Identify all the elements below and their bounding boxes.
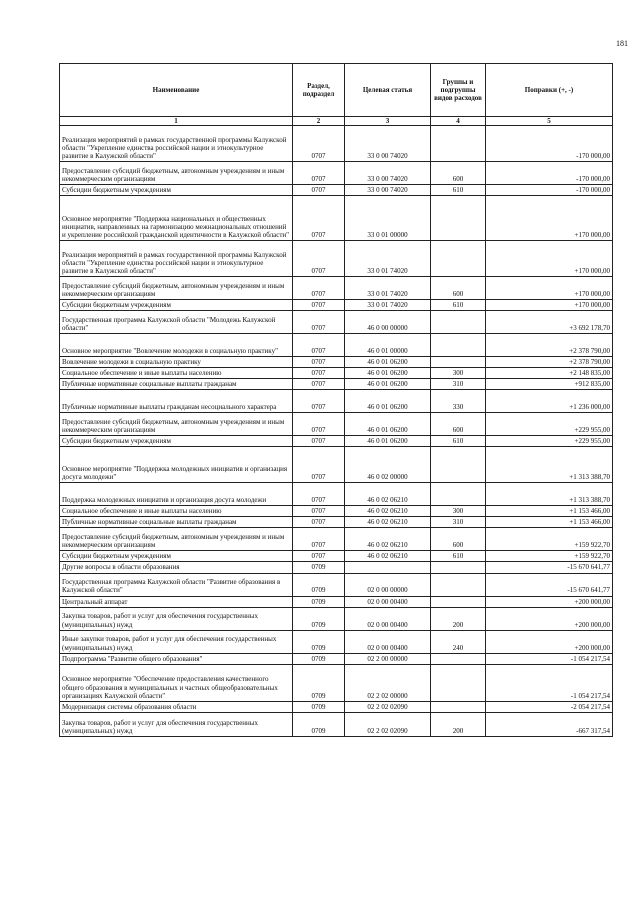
- row-expense-group: 600: [431, 277, 486, 300]
- row-target-item: 46 0 02 06210: [345, 517, 431, 528]
- table-row: [60, 436, 613, 447]
- row-amount: -1 054 217,54: [486, 653, 613, 664]
- row-section: 0707: [293, 506, 345, 517]
- row-amount: +229 955,00: [486, 413, 613, 436]
- row-name: Государственная программа Калужской области "Молодежь Калужской области": [60, 311, 293, 334]
- row-amount: +200 000,00: [486, 607, 613, 630]
- row-section: 0707: [293, 357, 345, 368]
- table-row: [60, 483, 613, 506]
- row-name: Основное мероприятие "Вовлечение молодежи в социальную практику": [60, 334, 293, 357]
- row-expense-group: [431, 196, 486, 241]
- table-row: [60, 241, 613, 277]
- table-row: [60, 447, 613, 483]
- row-section: 0707: [293, 126, 345, 162]
- row-amount: +229 955,00: [486, 436, 613, 447]
- row-name: Центральный аппарат: [60, 596, 293, 607]
- row-amount: +2 378 790,00: [486, 334, 613, 357]
- row-section: 0709: [293, 701, 345, 712]
- row-section: 0707: [293, 413, 345, 436]
- row-amount: +1 313 388,70: [486, 483, 613, 506]
- row-section: 0707: [293, 185, 345, 196]
- table-row: [60, 300, 613, 311]
- row-amount: -170 000,00: [486, 185, 613, 196]
- row-section: 0709: [293, 573, 345, 596]
- row-amount: +1 153 466,00: [486, 506, 613, 517]
- row-expense-group: [431, 447, 486, 483]
- row-expense-group: 300: [431, 368, 486, 379]
- column-number: 4: [431, 117, 486, 126]
- row-expense-group: 310: [431, 517, 486, 528]
- row-name: Публичные нормативные социальные выплаты гражданам: [60, 517, 293, 528]
- row-target-item: 02 0 00 00000: [345, 573, 431, 596]
- row-expense-group: [431, 241, 486, 277]
- row-name: Социальное обеспечение и иные выплаты населению: [60, 506, 293, 517]
- row-target-item: 46 0 01 06200: [345, 379, 431, 390]
- row-target-item: 46 0 00 00000: [345, 311, 431, 334]
- row-target-item: 02 2 00 00000: [345, 653, 431, 664]
- column-number: 3: [345, 117, 431, 126]
- row-amount: -15 670 641,77: [486, 573, 613, 596]
- row-target-item: 33 0 01 74020: [345, 277, 431, 300]
- table-row: [60, 379, 613, 390]
- row-amount: +170 000,00: [486, 241, 613, 277]
- table-row: [60, 517, 613, 528]
- header-group: Группы и подгруппы видов расходов: [431, 64, 486, 117]
- table-row: [60, 596, 613, 607]
- table-body: [60, 126, 613, 737]
- row-expense-group: [431, 653, 486, 664]
- row-target-item: 46 0 02 06210: [345, 528, 431, 551]
- row-section: 0707: [293, 483, 345, 506]
- header-row: [60, 64, 613, 117]
- row-name: Модернизация системы образования области: [60, 701, 293, 712]
- row-expense-group: [431, 334, 486, 357]
- budget-amendments-table: [59, 63, 613, 737]
- table-row: [60, 701, 613, 712]
- row-target-item: 02 2 02 00000: [345, 664, 431, 701]
- table-row: [60, 562, 613, 573]
- row-name: Вовлечение молодежи в социальную практику: [60, 357, 293, 368]
- row-expense-group: 200: [431, 607, 486, 630]
- column-number: 5: [486, 117, 613, 126]
- row-name: Закупка товаров, работ и услуг для обеспечения государственных (муниципальных) нужд: [60, 712, 293, 736]
- row-name: Публичные нормативные социальные выплаты гражданам: [60, 379, 293, 390]
- row-target-item: 46 0 02 06210: [345, 551, 431, 562]
- row-expense-group: [431, 596, 486, 607]
- row-name: Субсидии бюджетным учреждениям: [60, 300, 293, 311]
- row-target-item: 46 0 02 06210: [345, 483, 431, 506]
- row-section: 0709: [293, 712, 345, 736]
- header-target: Целевая статья: [345, 64, 431, 117]
- row-name: Реализация мероприятий в рамках государственной программы Калужской области "Укрепление единства российской нации и этнокультурное развитие в Калужской области": [60, 126, 293, 162]
- table-row: [60, 277, 613, 300]
- row-target-item: 46 0 01 06200: [345, 390, 431, 413]
- row-expense-group: 610: [431, 551, 486, 562]
- row-section: 0707: [293, 368, 345, 379]
- row-amount: -15 670 641,77: [486, 562, 613, 573]
- row-target-item: 02 2 02 02090: [345, 712, 431, 736]
- row-amount: +159 922,70: [486, 528, 613, 551]
- row-target-item: 33 0 01 74020: [345, 241, 431, 277]
- row-name: Субсидии бюджетным учреждениям: [60, 436, 293, 447]
- table-row: [60, 664, 613, 701]
- row-name: Другие вопросы в области образования: [60, 562, 293, 573]
- table-row: [60, 506, 613, 517]
- row-name: Предоставление субсидий бюджетным, автономным учреждениям и иным некоммерческим организациям: [60, 528, 293, 551]
- column-number: 2: [293, 117, 345, 126]
- row-name: Субсидии бюджетным учреждениям: [60, 551, 293, 562]
- table-row: [60, 607, 613, 630]
- row-target-item: 02 0 00 00400: [345, 596, 431, 607]
- row-name: Государственная программа Калужской области "Развитие образования в Калужской области": [60, 573, 293, 596]
- header-section: Раздел, подраздел: [293, 64, 345, 117]
- row-name: Иные закупки товаров, работ и услуг для обеспечения государственных (муниципальных) нужд: [60, 630, 293, 653]
- table-row: [60, 551, 613, 562]
- row-amount: +1 236 000,00: [486, 390, 613, 413]
- row-amount: -2 054 217,54: [486, 701, 613, 712]
- row-target-item: 46 0 01 06200: [345, 436, 431, 447]
- table-row: [60, 185, 613, 196]
- row-expense-group: [431, 573, 486, 596]
- row-name: Предоставление субсидий бюджетным, автономным учреждениям и иным некоммерческим организациям: [60, 413, 293, 436]
- row-amount: -1 054 217,54: [486, 664, 613, 701]
- row-amount: +1 313 388,70: [486, 447, 613, 483]
- row-amount: -667 317,54: [486, 712, 613, 736]
- row-expense-group: 240: [431, 630, 486, 653]
- row-target-item: 46 0 02 00000: [345, 447, 431, 483]
- header-name: Наименование: [60, 64, 293, 117]
- row-target-item: 33 0 00 74020: [345, 162, 431, 185]
- row-expense-group: 610: [431, 300, 486, 311]
- row-section: 0707: [293, 162, 345, 185]
- row-expense-group: 600: [431, 162, 486, 185]
- row-expense-group: 600: [431, 528, 486, 551]
- row-name: Подпрограмма "Развитие общего образования": [60, 653, 293, 664]
- row-section: 0707: [293, 517, 345, 528]
- row-target-item: 02 0 00 00400: [345, 607, 431, 630]
- table-row: [60, 334, 613, 357]
- row-name: Закупка товаров, работ и услуг для обеспечения государственных (муниципальных) нужд: [60, 607, 293, 630]
- row-target-item: 46 0 01 06200: [345, 413, 431, 436]
- table-row: [60, 390, 613, 413]
- row-name: Основное мероприятие "Обеспечение предоставления качественного общего образования в муниципальных и частных общеобразовательных организациях Калужской области": [60, 664, 293, 701]
- row-target-item: 33 0 00 74020: [345, 126, 431, 162]
- row-amount: +170 000,00: [486, 277, 613, 300]
- row-expense-group: 300: [431, 506, 486, 517]
- table-row: [60, 528, 613, 551]
- row-section: 0707: [293, 436, 345, 447]
- row-target-item: 46 0 01 00000: [345, 334, 431, 357]
- row-section: 0707: [293, 390, 345, 413]
- row-amount: +200 000,00: [486, 630, 613, 653]
- table-row: [60, 162, 613, 185]
- row-section: 0709: [293, 664, 345, 701]
- row-section: 0709: [293, 596, 345, 607]
- row-expense-group: [431, 562, 486, 573]
- row-section: 0707: [293, 551, 345, 562]
- table-row: [60, 413, 613, 436]
- row-amount: -170 000,00: [486, 162, 613, 185]
- row-section: 0707: [293, 241, 345, 277]
- row-name: Основное мероприятие "Поддержка национальных и общественных инициатив, направленных на гармонизацию межнациональных отношений и укрепление российской гражданской идентичности в Калужской области": [60, 196, 293, 241]
- table-row: [60, 653, 613, 664]
- row-section: 0709: [293, 562, 345, 573]
- row-section: 0707: [293, 528, 345, 551]
- row-section: 0707: [293, 334, 345, 357]
- row-amount: +170 000,00: [486, 300, 613, 311]
- row-amount: +3 692 178,70: [486, 311, 613, 334]
- row-expense-group: [431, 701, 486, 712]
- row-name: Основное мероприятие "Поддержка молодежных инициатив и организация досуга молодежи": [60, 447, 293, 483]
- row-name: Публичные нормативные выплаты гражданам несоциального характера: [60, 390, 293, 413]
- row-amount: +1 153 466,00: [486, 517, 613, 528]
- row-target-item: [345, 562, 431, 573]
- row-section: 0709: [293, 607, 345, 630]
- row-expense-group: 200: [431, 712, 486, 736]
- row-expense-group: [431, 483, 486, 506]
- row-amount: +159 922,70: [486, 551, 613, 562]
- row-target-item: 33 0 01 00000: [345, 196, 431, 241]
- row-expense-group: 600: [431, 413, 486, 436]
- column-number: 1: [60, 117, 293, 126]
- row-name: Поддержка молодежных инициатив и организация досуга молодежи: [60, 483, 293, 506]
- row-expense-group: [431, 126, 486, 162]
- row-target-item: 02 2 02 02090: [345, 701, 431, 712]
- row-expense-group: [431, 311, 486, 334]
- row-amount: +200 000,00: [486, 596, 613, 607]
- row-section: 0707: [293, 379, 345, 390]
- row-target-item: 46 0 01 06200: [345, 368, 431, 379]
- row-amount: +2 378 790,00: [486, 357, 613, 368]
- table-row: [60, 573, 613, 596]
- row-amount: -170 000,00: [486, 126, 613, 162]
- table-row: [60, 196, 613, 241]
- row-expense-group: 310: [431, 379, 486, 390]
- row-amount: +912 835,00: [486, 379, 613, 390]
- row-amount: +170 000,00: [486, 196, 613, 241]
- row-target-item: 46 0 01 06200: [345, 357, 431, 368]
- row-target-item: 33 0 00 74020: [345, 185, 431, 196]
- row-expense-group: [431, 664, 486, 701]
- row-name: Предоставление субсидий бюджетным, автономным учреждениям и иным некоммерческим организациям: [60, 277, 293, 300]
- row-expense-group: [431, 357, 486, 368]
- row-target-item: 02 0 00 00400: [345, 630, 431, 653]
- header-amendment: Поправки (+, -): [486, 64, 613, 117]
- table-row: [60, 368, 613, 379]
- row-section: 0707: [293, 300, 345, 311]
- row-section: 0707: [293, 277, 345, 300]
- table-row: [60, 126, 613, 162]
- table-row: [60, 712, 613, 736]
- row-expense-group: 610: [431, 436, 486, 447]
- row-expense-group: 330: [431, 390, 486, 413]
- row-name: Реализация мероприятий в рамках государственной программы Калужской области "Укрепление единства российской нации и этнокультурное развитие в Калужской области": [60, 241, 293, 277]
- row-section: 0709: [293, 630, 345, 653]
- table-row: [60, 357, 613, 368]
- column-number-row: [60, 117, 613, 126]
- table-row: [60, 311, 613, 334]
- row-target-item: 33 0 01 74020: [345, 300, 431, 311]
- row-name: Социальное обеспечение и иные выплаты населению: [60, 368, 293, 379]
- page-number: 181: [616, 39, 628, 48]
- row-section: 0707: [293, 447, 345, 483]
- row-name: Предоставление субсидий бюджетным, автономным учреждениям и иным некоммерческим организациям: [60, 162, 293, 185]
- row-target-item: 46 0 02 06210: [345, 506, 431, 517]
- row-section: 0707: [293, 196, 345, 241]
- row-section: 0709: [293, 653, 345, 664]
- row-amount: +2 148 835,00: [486, 368, 613, 379]
- row-name: Субсидии бюджетным учреждениям: [60, 185, 293, 196]
- row-section: 0707: [293, 311, 345, 334]
- row-expense-group: 610: [431, 185, 486, 196]
- table-row: [60, 630, 613, 653]
